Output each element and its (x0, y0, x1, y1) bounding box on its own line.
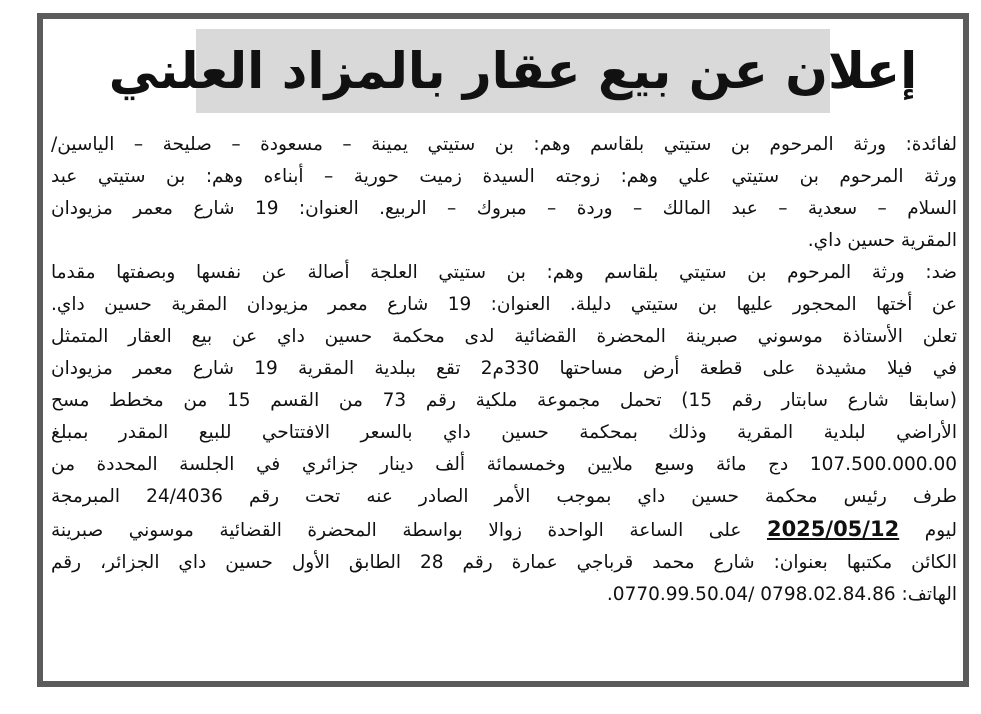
body-line: (سابقا شارع سابتار رقم 15) تحمل مجموعة ملكية رقم 73 من القسم 15 من مخطط مسح (51, 390, 957, 411)
body-line: المقرية حسين داي. (807, 230, 957, 251)
date-prefix: ليوم (924, 520, 957, 541)
auction-date-line (51, 513, 957, 547)
body-line: الأراضي لبلدية المقرية وذلك بمحكمة حسين داي بالسعر الافتتاحي للبيع المقدر بمبلغ (51, 422, 957, 443)
body-line: ورثة المرحوم بن ستيتي علي وهم: زوجته السيدة زميت حورية – أبناءه وهم: بن ستيتي عبد (51, 166, 957, 187)
date-suffix: على الساعة الواحدة زوالا بواسطة المحضرة القضائية موسوني صبرينة (51, 520, 742, 541)
body-line: ضد: ورثة المرحوم بن ستيتي بلقاسم وهم: بن ستيتي العلجة أصالة عن نفسها وبصفتها مقدما (51, 262, 957, 283)
body-line: طرف رئيس محكمة حسين داي بموجب الأمر الصادر عنه تحت رقم 24/4036 المبرمجة (51, 486, 957, 507)
body-line: لفائدة: ورثة المرحوم بن ستيتي بلقاسم وهم: بن ستيتي يمينة – مسعودة – صليحة – الياسين/ (51, 134, 957, 155)
body-line: الهاتف: 0798.02.84.86 /0770.99.50.04. (606, 584, 957, 605)
body-line: الكائن مكتبها بعنوان: شارع محمد قرباجي عمارة رقم 28 الطابق الأول حسين داي الجزائر، رقم (51, 552, 957, 573)
body-line: تعلن الأستاذة موسوني صبرينة المحضرة القضائية لدى محكمة حسين داي عن بيع العقار المتمثل (51, 326, 957, 347)
body-line: السلام – سعدية – عبد المالك – وردة – مبروك – الربيع. العنوان: 19 شارع معمر مزيودان (51, 198, 958, 219)
announcement-body (51, 129, 957, 611)
announcement-title: إعلان عن بيع عقار بالمزاد العلني (108, 42, 918, 100)
announcement-frame (37, 13, 969, 687)
body-line: 107.500.000.00 دج مائة وسبع ملايين وخمسمائة ألف دينار جزائري في الجلسة المحددة من (51, 454, 957, 475)
body-line: عن أختها المحجور عليها بن ستيتي دليلة. العنوان: 19 شارع معمر مزيودان المقرية حسين داي. (51, 294, 958, 315)
title-banner (108, 29, 918, 113)
auction-date: 2025/05/12 (766, 517, 900, 541)
body-line: في فيلا مشيدة على قطعة أرض مساحتها 330م2 تقع ببلدية المقرية 19 شارع معمر مزيودان (51, 358, 957, 379)
